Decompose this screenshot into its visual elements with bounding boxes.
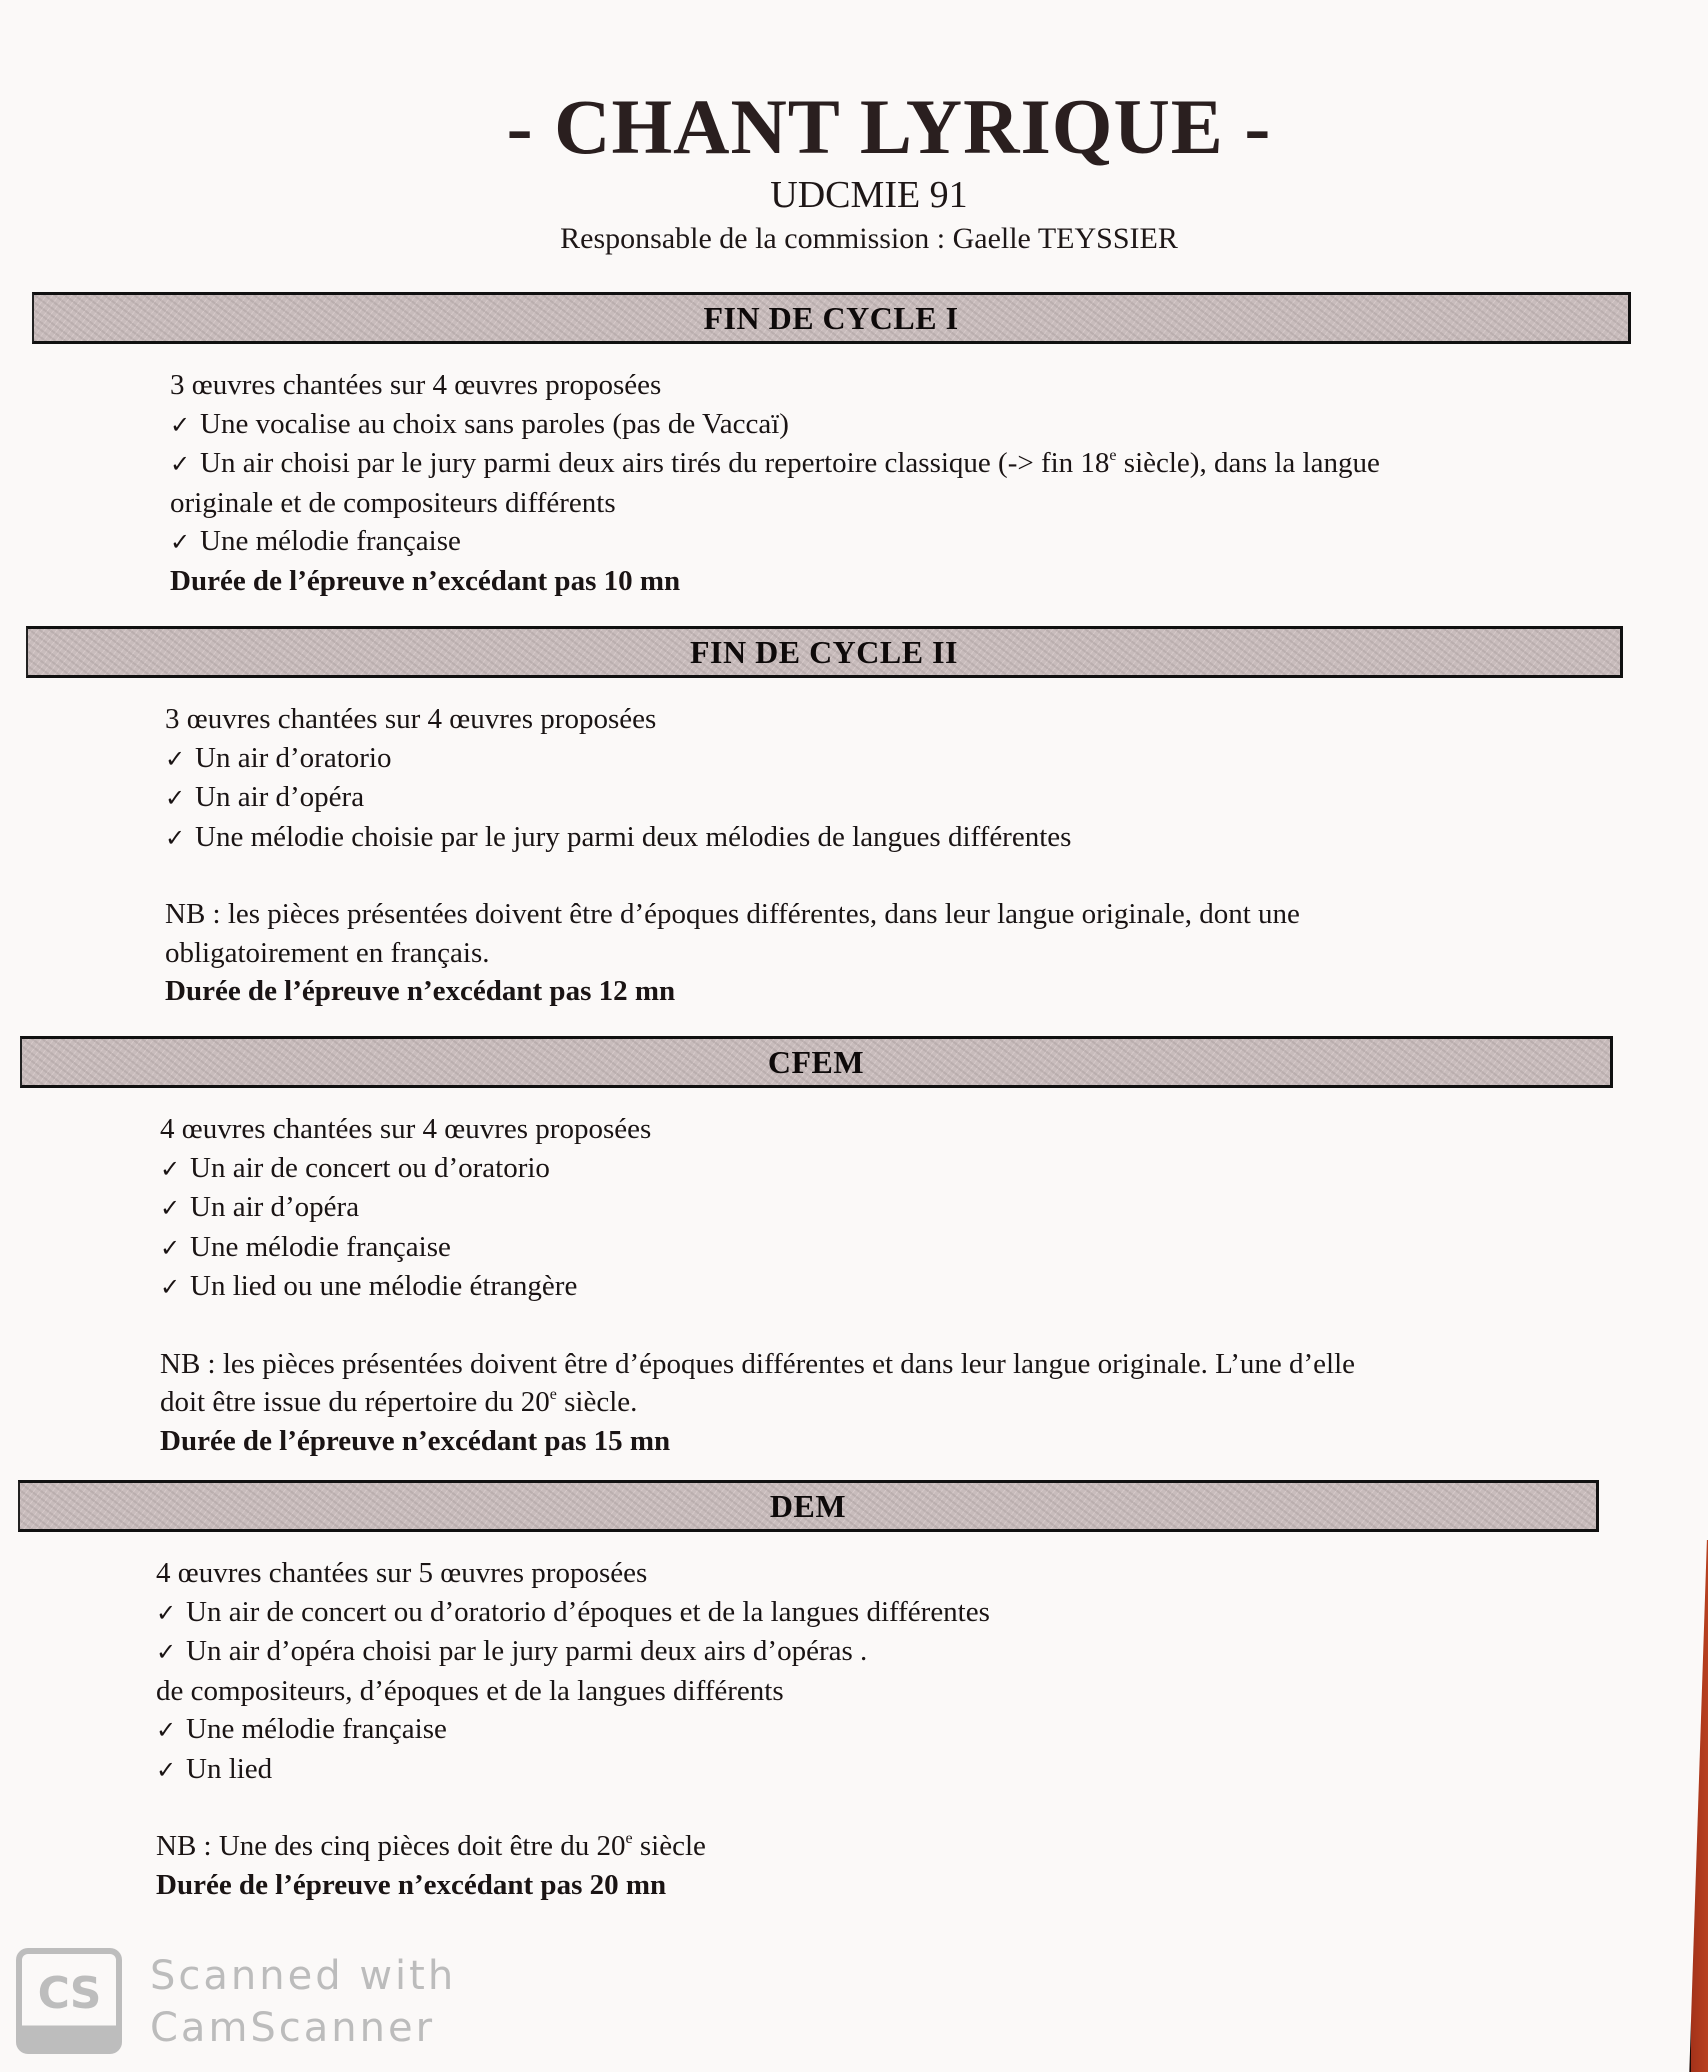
check-icon: ✓ [160,1233,181,1262]
list-item: ✓ Une mélodie choisie par le jury parmi deux mélodies de langues différentes [165,818,1300,858]
section-body-cfem [160,1110,1355,1460]
nb-note: NB : les pièces présentées doivent être d’époques différentes, dans leur langue originale, dont une [165,898,1300,930]
works-count: 4 œuvres chantées sur 4 œuvres proposées [160,1113,652,1145]
section-header-dem [18,1480,1599,1532]
nb-note-continuation: doit être issue du répertoire du 20e siècle. [160,1386,638,1418]
works-count: 3 œuvres chantées sur 4 œuvres proposées [170,369,662,401]
watermark-line-1: Scanned with [150,1953,457,1999]
check-icon: ✓ [156,1638,177,1666]
list-item: ✓ Une mélodie française [170,522,1380,562]
duration-note: Durée de l’épreuve n’excédant pas 15 mn [160,1424,671,1457]
check-icon: ✓ [170,528,191,556]
list-item: ✓ Un air de concert ou d’oratorio [160,1149,1355,1189]
section-title: FIN DE CYCLE II [690,633,958,670]
section-body-fin-de-cycle-2 [165,700,1300,1011]
duration-note: Durée de l’épreuve n’excédant pas 12 mn [165,975,676,1007]
check-icon: ✓ [160,1194,181,1222]
check-icon: ✓ [170,450,191,478]
list-item: ✓ Un air d’opéra choisi par le jury parmi deux airs d’opéras . [156,1632,990,1672]
check-icon: ✓ [156,1716,177,1744]
list-item: ✓ Un air d’opéra [165,778,1300,818]
list-item: ✓ Un lied [156,1750,990,1790]
section-title: CFEM [767,1043,865,1080]
list-item-continuation: originale et de compositeurs différents [170,486,616,519]
list-item: ✓ Un air de concert ou d’oratorio d’époques et de la langues différentes [156,1593,990,1633]
check-icon: ✓ [160,1154,181,1183]
list-item-continuation: de compositeurs, d’époques et de la langues différents [156,1674,784,1707]
section-header-cfem [20,1036,1613,1088]
list-item: ✓ Un air choisi par le jury parmi deux airs tirés du repertoire classique (-> fin 18e siècle), dans la langue [170,444,1380,484]
section-body-fin-de-cycle-1 [170,366,1380,600]
list-item: ✓ Un lied ou une mélodie étrangère [160,1267,1355,1307]
list-item: ✓ Une vocalise au choix sans paroles (pas de Vaccaï) [170,405,1380,445]
watermark-line-2: CamScanner [150,2005,436,2051]
page-edge-shadow [1686,1540,1708,2072]
duration-note: Durée de l’épreuve n’excédant pas 10 mn [170,564,681,597]
nb-note: NB : les pièces présentées doivent être d’époques différentes et dans leur langue originale. L’une d’elle [160,1347,1356,1380]
check-icon: ✓ [156,1598,177,1627]
section-title: FIN DE CYCLE I [703,299,959,336]
section-body-dem [156,1554,990,1904]
list-item: ✓ Une mélodie française [156,1710,990,1750]
section-header-fin-de-cycle-1 [32,292,1631,344]
section-header-fin-de-cycle-2 [26,626,1623,678]
list-item: ✓ Un air d’oratorio [165,739,1300,779]
camscanner-logo-icon: CS [16,1948,122,2054]
page-title: - CHANT LYRIQUE - [506,83,1272,170]
check-icon: ✓ [165,823,186,852]
list-item: ✓ Une mélodie française [160,1228,1355,1268]
section-title: DEM [769,1487,847,1524]
organization-name: UDCMIE 91 [770,174,968,216]
check-icon: ✓ [165,744,186,773]
list-item: ✓ Un air d’opéra [160,1188,1355,1228]
nb-note: NB : Une des cinq pièces doit être du 20e siècle [156,1830,706,1862]
check-icon: ✓ [170,410,191,439]
commission-responsable: Responsable de la commission : Gaelle TEYSSIER [560,222,1178,255]
works-count: 4 œuvres chantées sur 5 œuvres proposées [156,1557,648,1589]
check-icon: ✓ [165,784,186,812]
works-count: 3 œuvres chantées sur 4 œuvres proposées [165,703,657,735]
check-icon: ✓ [160,1273,181,1301]
nb-note-continuation: obligatoirement en français. [165,936,490,969]
duration-note: Durée de l’épreuve n’excédant pas 20 mn [156,1868,667,1901]
check-icon: ✓ [156,1755,177,1784]
